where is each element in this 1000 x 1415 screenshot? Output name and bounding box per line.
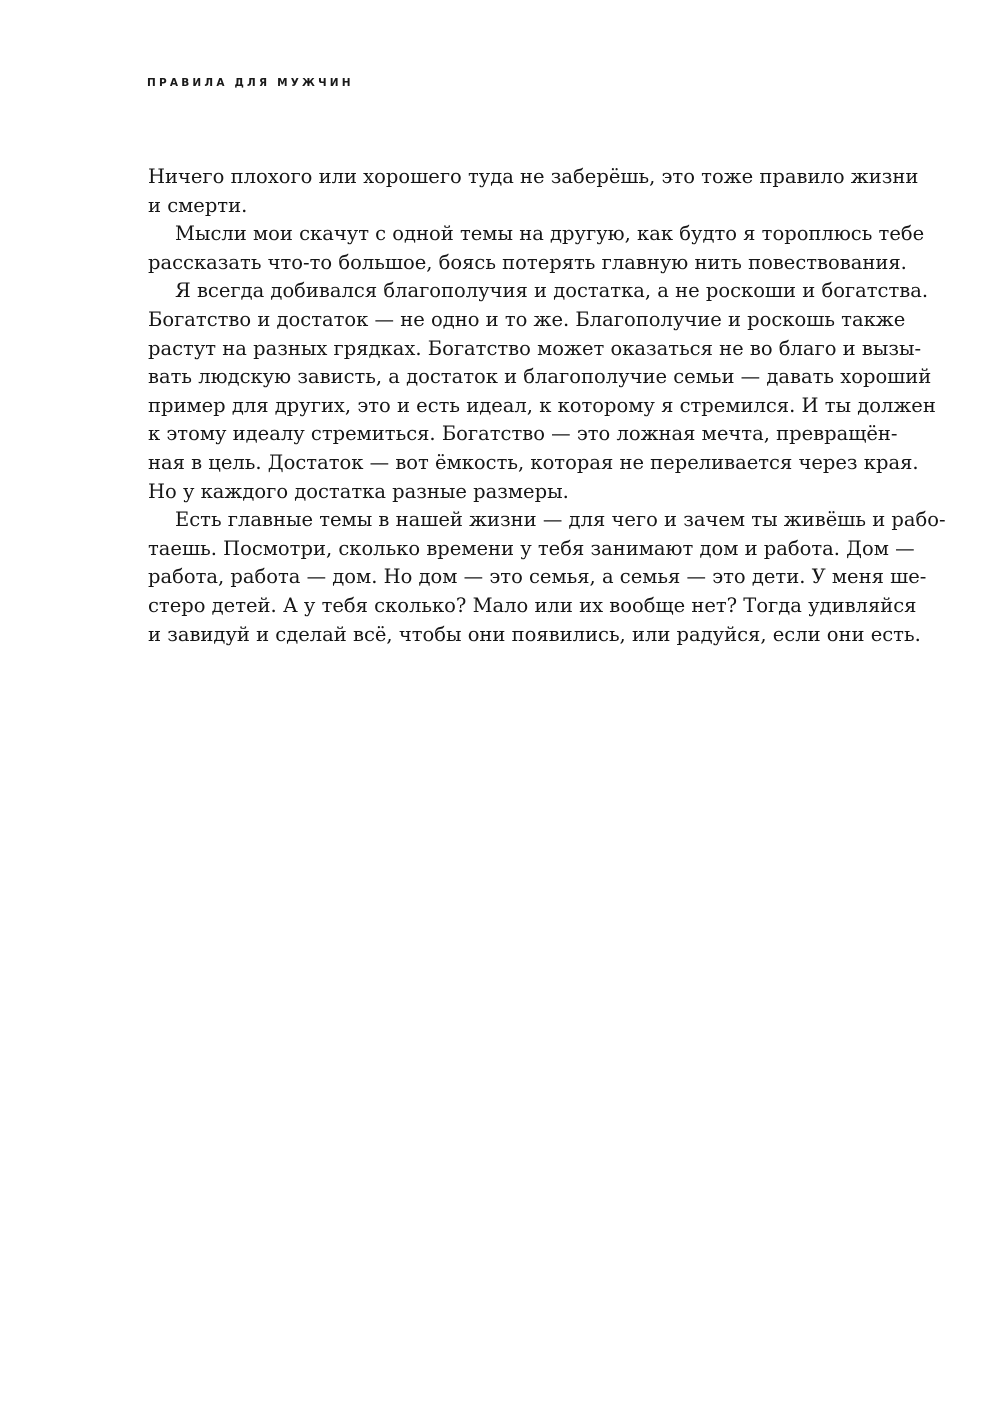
text-line: к этому идеалу стремиться. Богатство — это ложная мечта, превращён- bbox=[148, 422, 898, 446]
text-line: Я всегда добивался благополучия и достатка, а не роскоши и богатства. bbox=[175, 279, 929, 303]
text-line: ная в цель. Достаток — вот ёмкость, которая не переливается через края. bbox=[148, 450, 919, 474]
text-line: пример для других, это и есть идеал, к которому я стремился. И ты должен bbox=[148, 393, 936, 417]
text-line: и смерти. bbox=[148, 193, 248, 217]
text-line: растут на разных грядках. Богатство может оказаться не во благо и вызы- bbox=[148, 336, 922, 360]
running-head: ПРАВИЛА ДЛЯ МУЖЧИН bbox=[147, 77, 354, 89]
text-line: Богатство и достаток — не одно и то же. Благополучие и роскошь также bbox=[148, 307, 906, 331]
text-line: рассказать что-то большое, боясь потерять главную нить повествования. bbox=[148, 250, 907, 274]
text-line: Есть главные темы в нашей жизни — для чего и зачем ты живёшь и рабо- bbox=[175, 508, 946, 532]
text-line: Мысли мои скачут с одной темы на другую, как будто я тороплюсь тебе bbox=[175, 222, 925, 246]
text-line: Но у каждого достатка разные размеры. bbox=[148, 479, 569, 503]
text-line: работа, работа — дом. Но дом — это семья, а семья — это дети. У меня ше- bbox=[148, 565, 927, 589]
text-line: Ничего плохого или хорошего туда не заберёшь, это тоже правило жизни bbox=[148, 165, 919, 188]
text-line: и завидуй и сделай всё, чтобы они появились, или радуйся, если они есть. bbox=[148, 622, 921, 646]
text-line: таешь. Посмотри, сколько времени у тебя занимают дом и работа. Дом — bbox=[148, 536, 915, 560]
text-line: вать людскую зависть, а достаток и благополучие семьи — давать хороший bbox=[148, 365, 932, 389]
body-text bbox=[148, 163, 946, 649]
text-line: стеро детей. А у тебя сколько? Мало или их вообще нет? Тогда удивляйся bbox=[148, 593, 917, 617]
